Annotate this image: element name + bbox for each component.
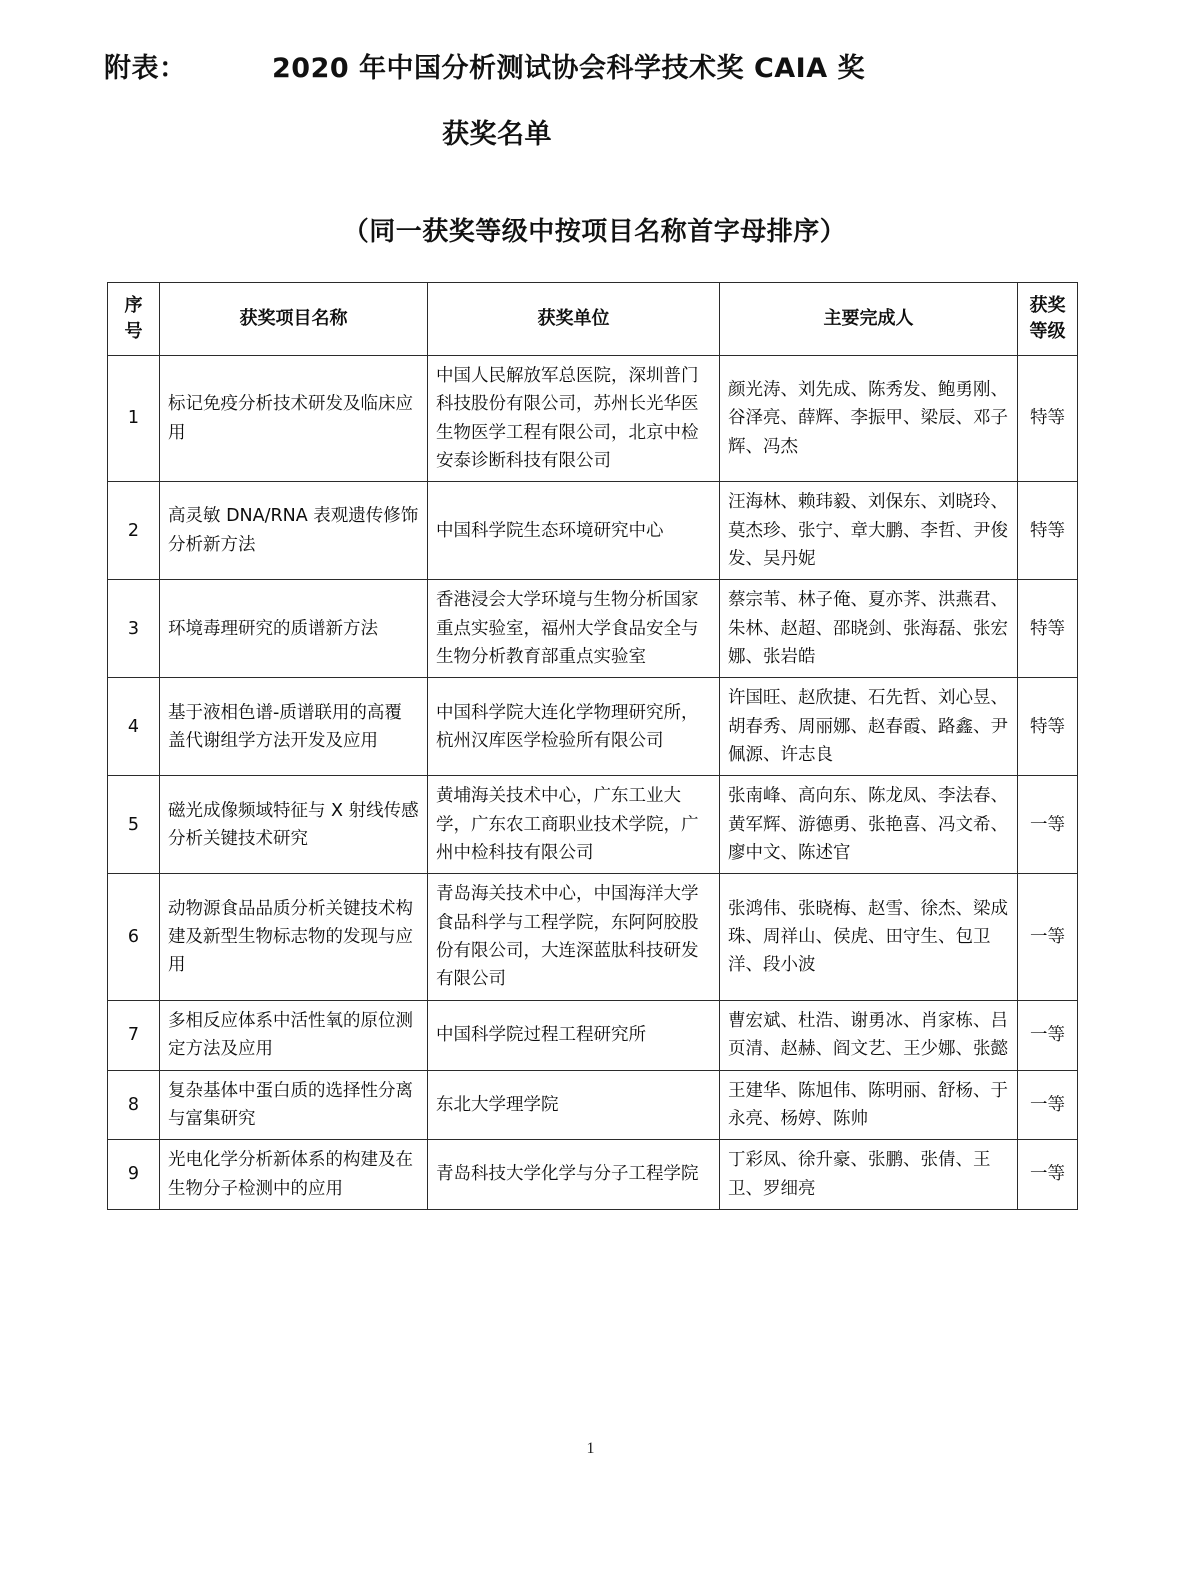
table-row bbox=[108, 678, 1078, 776]
cell-people: 汪海林、赖玮毅、刘保东、刘晓玲、莫杰珍、张宁、章大鹏、李哲、尹俊发、吴丹妮 bbox=[720, 482, 1018, 580]
column-header-project: 获奖项目名称 bbox=[160, 282, 428, 355]
table-row bbox=[108, 355, 1078, 481]
table-row bbox=[108, 1070, 1078, 1140]
cell-sequence: 5 bbox=[108, 776, 160, 874]
cell-project: 标记免疫分析技术研发及临床应用 bbox=[160, 355, 428, 481]
cell-unit: 青岛海关技术中心，中国海洋大学食品科学与工程学院，东阿阿胶股份有限公司，大连深蓝肽科技研发有限公司 bbox=[428, 874, 720, 1000]
cell-level: 特等 bbox=[1018, 482, 1078, 580]
column-header-sequence bbox=[108, 282, 160, 355]
cell-level: 一等 bbox=[1018, 1140, 1078, 1210]
column-header-people: 主要完成人 bbox=[720, 282, 1018, 355]
cell-level: 一等 bbox=[1018, 1070, 1078, 1140]
cell-unit: 中国科学院大连化学物理研究所，杭州汉库医学检验所有限公司 bbox=[428, 678, 720, 776]
cell-unit: 香港浸会大学环境与生物分析国家重点实验室，福州大学食品安全与生物分析教育部重点实验室 bbox=[428, 580, 720, 678]
cell-unit: 中国人民解放军总医院，深圳普门科技股份有限公司，苏州长光华医生物医学工程有限公司，北京中检安泰诊断科技有限公司 bbox=[428, 355, 720, 481]
cell-people: 许国旺、赵欣捷、石先哲、刘心昱、胡春秀、周丽娜、赵春霞、路鑫、尹佩源、许志良 bbox=[720, 678, 1018, 776]
cell-unit: 中国科学院过程工程研究所 bbox=[428, 1000, 720, 1070]
column-header-sequence-line1: 序 bbox=[124, 294, 143, 316]
cell-unit: 黄埔海关技术中心，广东工业大学，广东农工商职业技术学院，广州中检科技有限公司 bbox=[428, 776, 720, 874]
cell-sequence: 8 bbox=[108, 1070, 160, 1140]
cell-project: 光电化学分析新体系的构建及在生物分子检测中的应用 bbox=[160, 1140, 428, 1210]
table-row bbox=[108, 580, 1078, 678]
page-footer bbox=[0, 1440, 1181, 1458]
cell-project: 基于液相色谱-质谱联用的高覆盖代谢组学方法开发及应用 bbox=[160, 678, 428, 776]
award-table-container bbox=[0, 282, 1181, 1210]
cell-project: 多相反应体系中活性氧的原位测定方法及应用 bbox=[160, 1000, 428, 1070]
cell-level: 特等 bbox=[1018, 580, 1078, 678]
table-row bbox=[108, 1000, 1078, 1070]
cell-people: 曹宏斌、杜浩、谢勇冰、肖家栋、吕页清、赵赫、阎文艺、王少娜、张懿 bbox=[720, 1000, 1018, 1070]
cell-people: 颜光涛、刘先成、陈秀发、鲍勇刚、谷泽亮、薛辉、李振甲、梁辰、邓子辉、冯杰 bbox=[720, 355, 1018, 481]
cell-sequence: 3 bbox=[108, 580, 160, 678]
cell-project: 高灵敏 DNA/RNA 表观遗传修饰分析新方法 bbox=[160, 482, 428, 580]
document-title-main: 2020 年中国分析测试协会科学技术奖 CAIA 奖 bbox=[272, 53, 865, 84]
document-subtitle: （同一获奖等级中按项目名称首字母排序） bbox=[342, 216, 847, 247]
column-header-sequence-line2: 号 bbox=[124, 320, 143, 342]
document-heading bbox=[0, 52, 1181, 248]
table-row bbox=[108, 874, 1078, 1000]
award-table-body bbox=[108, 355, 1078, 1209]
cell-sequence: 9 bbox=[108, 1140, 160, 1210]
cell-level: 一等 bbox=[1018, 874, 1078, 1000]
cell-people: 王建华、陈旭伟、陈明丽、舒杨、于永亮、杨婷、陈帅 bbox=[720, 1070, 1018, 1140]
document-title-line-2: 获奖名单 bbox=[442, 118, 552, 150]
cell-unit: 中国科学院生态环境研究中心 bbox=[428, 482, 720, 580]
cell-sequence: 1 bbox=[108, 355, 160, 481]
cell-unit: 青岛科技大学化学与分子工程学院 bbox=[428, 1140, 720, 1210]
cell-sequence: 2 bbox=[108, 482, 160, 580]
table-row bbox=[108, 1140, 1078, 1210]
cell-level: 一等 bbox=[1018, 1000, 1078, 1070]
table-row bbox=[108, 776, 1078, 874]
table-header-row bbox=[108, 282, 1078, 355]
column-header-level-line1: 获奖 bbox=[1029, 294, 1066, 316]
cell-project: 磁光成像频域特征与 X 射线传感分析关键技术研究 bbox=[160, 776, 428, 874]
cell-project: 动物源食品品质分析关键技术构建及新型生物标志物的发现与应用 bbox=[160, 874, 428, 1000]
cell-people: 张鸿伟、张晓梅、赵雪、徐杰、梁成珠、周祥山、侯虎、田守生、包卫洋、段小波 bbox=[720, 874, 1018, 1000]
award-table bbox=[107, 282, 1078, 1210]
column-header-unit: 获奖单位 bbox=[428, 282, 720, 355]
cell-project: 环境毒理研究的质谱新方法 bbox=[160, 580, 428, 678]
cell-sequence: 7 bbox=[108, 1000, 160, 1070]
cell-people: 丁彩凤、徐升豪、张鹏、张倩、王卫、罗细亮 bbox=[720, 1140, 1018, 1210]
cell-level: 一等 bbox=[1018, 776, 1078, 874]
table-row bbox=[108, 482, 1078, 580]
cell-sequence: 4 bbox=[108, 678, 160, 776]
cell-project: 复杂基体中蛋白质的选择性分离与富集研究 bbox=[160, 1070, 428, 1140]
cell-level: 特等 bbox=[1018, 678, 1078, 776]
cell-sequence: 6 bbox=[108, 874, 160, 1000]
cell-level: 特等 bbox=[1018, 355, 1078, 481]
cell-unit: 东北大学理学院 bbox=[428, 1070, 720, 1140]
column-header-level-line2: 等级 bbox=[1029, 320, 1066, 342]
column-header-level bbox=[1018, 282, 1078, 355]
cell-people: 蔡宗苇、林子俺、夏亦荠、洪燕君、朱林、赵超、邵晓剑、张海磊、张宏娜、张岩皓 bbox=[720, 580, 1018, 678]
document-title-line-1 bbox=[104, 52, 1085, 86]
cell-people: 张南峰、高向东、陈龙凤、李法春、黄军辉、游德勇、张艳喜、冯文希、廖中文、陈述官 bbox=[720, 776, 1018, 874]
attachment-label: 附表： bbox=[104, 53, 187, 84]
page-number: 1 bbox=[586, 1440, 595, 1457]
